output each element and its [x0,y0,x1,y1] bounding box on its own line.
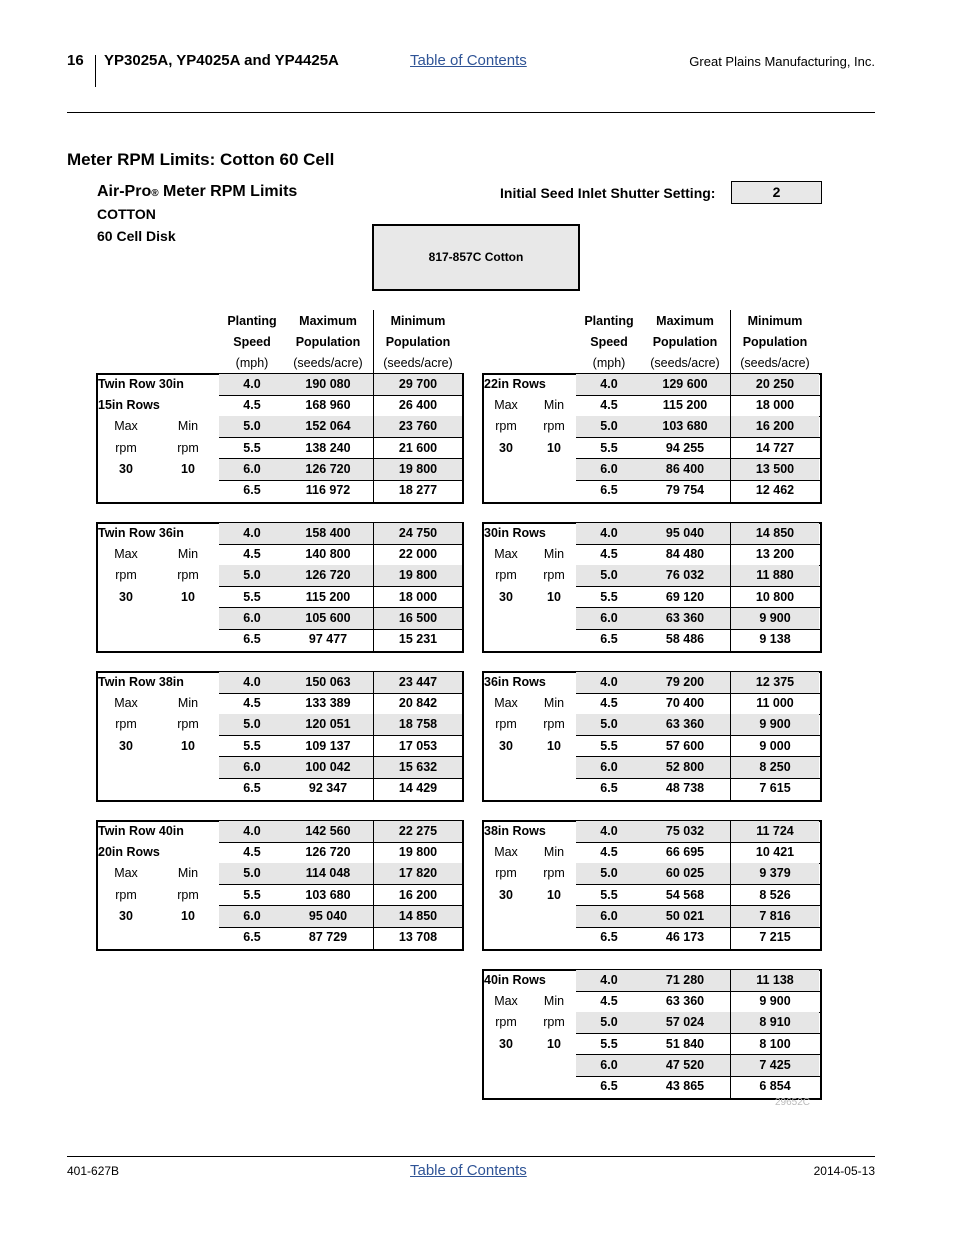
speed-cell: 6.5 [600,632,618,646]
max-pop-cell: 105 600 [305,610,351,625]
min-pop-cell: 8 100 [759,1036,791,1051]
rpm-label-max: 30 [499,440,513,455]
speed-cell: 6.0 [243,759,261,774]
speed-cell: 5.5 [243,738,261,753]
speed-cell: 4.5 [600,845,618,860]
rpm-label-max: rpm [115,568,137,583]
rpm-label-max: rpm [495,717,517,732]
speed-cell: 4.0 [243,824,261,838]
max-pop-cell: 126 720 [305,568,351,583]
min-pop-cell: 8 250 [759,759,791,774]
rpm-label-min: rpm [543,717,565,732]
rpm-label-min: 10 [181,908,195,923]
column-header-speed-line-1: Planting [227,314,277,328]
min-pop-cell: 8 526 [759,887,791,902]
rpm-label-min: Min [543,547,565,562]
column-header-speed-line-1: Planting [584,314,634,328]
min-pop-cell: 29 700 [398,377,438,391]
rpm-label-min: 10 [547,440,561,455]
max-pop-cell: 92 347 [308,781,348,795]
speed-cell: 4.0 [600,675,618,689]
chart-title-prefix: Air-Pro [97,183,152,200]
speed-cell: 6.0 [600,610,618,625]
rpm-label-min: 10 [181,738,195,753]
max-pop-cell: 115 200 [305,589,351,604]
min-pop-cell: 9 900 [759,717,791,732]
max-pop-cell: 54 568 [665,887,705,902]
rpm-label-min: rpm [543,1015,565,1030]
rpm-label-max: rpm [115,440,137,455]
registered-mark: ® [151,188,159,199]
speed-cell: 4.5 [243,845,261,860]
header-separator [373,310,374,373]
column-header-min-line-1: Minimum [390,314,446,328]
rpm-label-max: 30 [119,738,133,753]
min-pop-cell: 16 500 [398,610,438,625]
min-pop-cell: 18 277 [398,483,438,497]
speed-cell: 5.5 [600,887,618,902]
min-pop-cell: 14 850 [755,526,795,540]
min-pop-cell: 14 850 [398,908,438,923]
min-pop-cell: 19 800 [398,461,438,476]
min-pop-cell: 24 750 [398,526,438,540]
speed-cell: 6.5 [243,781,261,795]
max-pop-cell: 87 729 [308,930,348,944]
publish-date: 2014-05-13 [813,1164,875,1178]
manual-title: YP3025A, YP4025A and YP4425A [104,52,339,69]
max-pop-cell: 71 280 [665,973,705,987]
column-header-min-line-2: Population [385,335,451,349]
min-pop-cell: 12 462 [755,483,795,497]
column-separator [373,373,374,502]
speed-cell: 6.5 [243,483,261,497]
min-pop-cell: 23 760 [398,419,438,434]
max-pop-cell: 79 200 [665,675,705,689]
row-spacing-label: 22in Rows [484,377,546,391]
rpm-label-max: rpm [495,568,517,583]
speed-cell: 6.5 [600,930,618,944]
rpm-label-min: 10 [181,589,195,604]
rpm-label-min: rpm [177,717,199,732]
rpm-label-max: Max [494,696,518,711]
row-spacing-label: Twin Row 36in [98,526,184,540]
max-pop-cell: 63 360 [665,994,705,1009]
max-pop-cell: 94 255 [665,440,705,455]
row-spacing-label: 30in Rows [484,526,546,540]
column-header-min-line-2: Population [742,335,808,349]
min-pop-cell: 7 215 [759,930,791,944]
column-separator [730,522,731,651]
speed-cell: 4.0 [600,377,618,391]
max-pop-cell: 70 400 [665,696,705,711]
min-pop-cell: 13 200 [755,547,795,562]
min-pop-cell: 10 800 [755,589,795,604]
rpm-label-min: rpm [177,568,199,583]
max-pop-cell: 150 063 [305,675,351,689]
speed-cell: 6.0 [243,610,261,625]
min-pop-cell: 19 800 [398,568,438,583]
speed-cell: 5.0 [600,419,618,434]
min-pop-cell: 14 429 [398,781,438,795]
max-pop-cell: 52 800 [665,759,705,774]
row-spacing-label: 38in Rows [484,824,546,838]
row-spacing-label-2: 20in Rows [98,845,160,860]
toc-link-footer[interactable]: Table of Contents [410,1162,527,1179]
rpm-label-min: 10 [547,887,561,902]
shutter-setting-value: 2 [731,181,822,204]
min-pop-cell: 20 250 [755,377,795,391]
rpm-label-max: rpm [115,717,137,732]
speed-cell: 6.0 [243,461,261,476]
min-pop-cell: 15 231 [398,632,438,646]
rpm-label-max: 30 [499,887,513,902]
toc-link-header[interactable]: Table of Contents [410,52,527,69]
rpm-label-min: rpm [543,568,565,583]
column-header-max-line-3: (seeds/acre) [293,356,363,370]
speed-cell: 5.5 [600,589,618,604]
min-pop-cell: 23 447 [398,675,438,689]
max-pop-cell: 43 865 [665,1079,705,1093]
shutter-setting-label: Initial Seed Inlet Shutter Setting: [500,185,716,201]
row-spacing-label: Twin Row 38in [98,675,184,689]
max-pop-cell: 100 042 [305,759,351,774]
max-pop-cell: 51 840 [665,1036,705,1051]
rpm-label-max: Max [114,866,138,881]
row-spacing-label: 40in Rows [484,973,546,987]
rpm-label-max: rpm [495,866,517,881]
max-pop-cell: 168 960 [305,398,351,413]
page-number: 16 [67,52,84,69]
min-pop-cell: 26 400 [398,398,438,413]
speed-cell: 4.5 [600,547,618,562]
column-header-max-line-2: Population [295,335,361,349]
min-pop-cell: 22 275 [398,824,438,838]
min-pop-cell: 22 000 [398,547,438,562]
min-pop-cell: 7 615 [759,781,791,795]
speed-cell: 5.0 [600,717,618,732]
column-header-max-line-2: Population [652,335,718,349]
disk-label: 60 Cell Disk [97,228,176,244]
company-name: Great Plains Manufacturing, Inc. [689,54,875,69]
min-pop-cell: 9 138 [759,632,791,646]
min-pop-cell: 21 600 [398,440,438,455]
column-separator [730,969,731,1098]
max-pop-cell: 133 389 [305,696,351,711]
min-pop-cell: 19 800 [398,845,438,860]
speed-cell: 6.5 [600,1079,618,1093]
row-spacing-label: Twin Row 30in [98,377,184,391]
meter-part-box: 817-857C Cotton [372,224,580,291]
min-pop-cell: 11 000 [756,696,794,711]
column-header-speed-line-2: Speed [233,335,271,349]
speed-cell: 6.5 [243,632,261,646]
min-pop-cell: 9 000 [759,738,791,753]
column-header-speed-line-2: Speed [590,335,628,349]
rpm-label-max: 30 [499,738,513,753]
rpm-label-min: rpm [543,866,565,881]
column-header-speed-line-3: (mph) [592,356,626,370]
column-separator [373,820,374,949]
rpm-label-min: Min [543,845,565,860]
max-pop-cell: 66 695 [665,845,705,860]
speed-cell: 5.5 [243,887,261,902]
column-separator [730,373,731,502]
rpm-label-max: 30 [499,1036,513,1051]
max-pop-cell: 69 120 [665,589,705,604]
max-pop-cell: 58 486 [665,632,705,646]
speed-cell: 4.0 [243,675,261,689]
speed-cell: 6.0 [600,461,618,476]
max-pop-cell: 95 040 [665,526,705,540]
max-pop-cell: 75 032 [665,824,705,838]
max-pop-cell: 109 137 [305,738,351,753]
speed-cell: 4.5 [600,696,618,711]
speed-cell: 6.0 [243,908,261,923]
rpm-label-min: 10 [547,1036,561,1051]
column-header-min-line-3: (seeds/acre) [383,356,453,370]
max-pop-cell: 57 024 [665,1015,705,1030]
min-pop-cell: 11 138 [756,973,794,987]
rpm-label-min: 10 [181,461,195,476]
rpm-label-min: Min [543,994,565,1009]
min-pop-cell: 8 910 [759,1015,791,1030]
speed-cell: 5.5 [243,440,261,455]
rpm-label-min: 10 [547,738,561,753]
speed-cell: 4.0 [600,824,618,838]
row-spacing-label-2: 15in Rows [98,398,160,413]
min-pop-cell: 13 708 [398,930,438,944]
speed-cell: 4.0 [600,973,618,987]
speed-cell: 4.0 [243,377,261,391]
max-pop-cell: 86 400 [665,461,705,476]
speed-cell: 4.0 [600,526,618,540]
rpm-label-min: Min [177,696,199,711]
max-pop-cell: 114 048 [305,866,351,881]
min-pop-cell: 12 375 [755,675,795,689]
column-header-max-line-1: Maximum [299,314,357,328]
max-pop-cell: 47 520 [665,1057,705,1072]
speed-cell: 6.5 [243,930,261,944]
speed-cell: 5.0 [600,1015,618,1030]
rpm-label-max: 30 [119,589,133,604]
rpm-label-max: rpm [495,1015,517,1030]
max-pop-cell: 115 200 [662,398,708,413]
min-pop-cell: 14 727 [755,440,795,455]
min-pop-cell: 9 900 [759,610,791,625]
chart-title-suffix: Meter RPM Limits [158,183,298,200]
row-spacing-label: Twin Row 40in [98,824,184,838]
max-pop-cell: 138 240 [305,440,351,455]
rpm-label-min: 10 [547,589,561,604]
min-pop-cell: 13 500 [755,461,795,476]
min-pop-cell: 11 724 [756,824,794,838]
rpm-label-max: rpm [495,419,517,434]
column-header-min-line-1: Minimum [747,314,803,328]
column-header-speed-line-3: (mph) [235,356,269,370]
column-separator [730,820,731,949]
min-pop-cell: 18 758 [398,717,438,732]
max-pop-cell: 46 173 [665,930,705,944]
max-pop-cell: 57 600 [665,738,705,753]
min-pop-cell: 11 880 [756,568,794,583]
speed-cell: 4.5 [600,994,618,1009]
rpm-label-max: 30 [119,908,133,923]
rpm-label-max: Max [494,547,518,562]
max-pop-cell: 84 480 [665,547,705,562]
min-pop-cell: 17 820 [398,866,438,881]
max-pop-cell: 48 738 [665,781,705,795]
speed-cell: 6.5 [600,483,618,497]
rpm-label-max: Max [494,994,518,1009]
crop-label: COTTON [97,206,156,222]
section-title: Meter RPM Limits: Cotton 60 Cell [67,150,335,169]
header-divider [95,55,96,87]
rpm-label-max: Max [494,845,518,860]
min-pop-cell: 7 816 [759,908,791,923]
min-pop-cell: 17 053 [398,738,438,753]
max-pop-cell: 126 720 [305,461,351,476]
rpm-label-max: 30 [119,461,133,476]
rpm-label-max: Max [114,696,138,711]
rpm-label-min: rpm [543,419,565,434]
min-pop-cell: 6 854 [759,1079,791,1093]
speed-cell: 5.0 [243,866,261,881]
speed-cell: 5.0 [243,568,261,583]
max-pop-cell: 129 600 [662,377,708,391]
max-pop-cell: 142 560 [305,824,351,838]
min-pop-cell: 10 421 [755,845,795,860]
speed-cell: 5.5 [600,440,618,455]
column-header-max-line-3: (seeds/acre) [650,356,720,370]
rpm-label-min: Min [543,398,565,413]
min-pop-cell: 16 200 [398,887,438,902]
max-pop-cell: 50 021 [665,908,705,923]
row-spacing-label: 36in Rows [484,675,546,689]
speed-cell: 6.0 [600,908,618,923]
speed-cell: 4.5 [243,398,261,413]
rpm-label-min: Min [177,547,199,562]
max-pop-cell: 103 680 [662,419,708,434]
rpm-label-min: rpm [177,440,199,455]
document-number: 401-627B [67,1164,120,1178]
max-pop-cell: 103 680 [305,887,351,902]
column-header-max-line-1: Maximum [656,314,714,328]
speed-cell: 4.5 [600,398,618,413]
min-pop-cell: 16 200 [755,419,795,434]
column-separator [730,671,731,800]
speed-cell: 4.5 [243,547,261,562]
min-pop-cell: 7 425 [759,1057,791,1072]
speed-cell: 4.5 [243,696,261,711]
speed-cell: 5.0 [243,717,261,732]
speed-cell: 5.0 [600,866,618,881]
min-pop-cell: 9 379 [759,866,791,881]
max-pop-cell: 116 972 [305,483,351,497]
speed-cell: 5.5 [600,1036,618,1051]
rpm-label-max: Max [114,547,138,562]
max-pop-cell: 63 360 [665,610,705,625]
speed-cell: 5.0 [243,419,261,434]
max-pop-cell: 120 051 [305,717,351,732]
max-pop-cell: 97 477 [308,632,348,646]
speed-cell: 4.0 [243,526,261,540]
max-pop-cell: 60 025 [665,866,705,881]
min-pop-cell: 18 000 [755,398,795,413]
header-rule [67,112,875,113]
chart-title [97,183,297,201]
max-pop-cell: 95 040 [308,908,348,923]
rpm-label-min: Min [177,866,199,881]
header-separator [730,310,731,373]
speed-cell: 5.5 [243,589,261,604]
column-separator [373,522,374,651]
max-pop-cell: 63 360 [665,717,705,732]
max-pop-cell: 190 080 [305,377,351,391]
max-pop-cell: 76 032 [665,568,705,583]
rpm-label-max: 30 [499,589,513,604]
footer-rule [67,1156,875,1157]
rpm-label-min: Min [177,419,199,434]
speed-cell: 5.0 [600,568,618,583]
max-pop-cell: 158 400 [305,526,351,540]
column-header-min-line-3: (seeds/acre) [740,356,810,370]
min-pop-cell: 18 000 [398,589,438,604]
max-pop-cell: 126 720 [305,845,351,860]
speed-cell: 6.5 [600,781,618,795]
min-pop-cell: 15 632 [398,759,438,774]
rpm-label-max: Max [114,419,138,434]
min-pop-cell: 20 842 [398,696,438,711]
rpm-label-max: Max [494,398,518,413]
speed-cell: 6.0 [600,759,618,774]
max-pop-cell: 140 800 [305,547,351,562]
rpm-label-min: Min [543,696,565,711]
max-pop-cell: 152 064 [305,419,351,434]
figure-reference: 29652C [775,1097,811,1108]
speed-cell: 6.0 [600,1057,618,1072]
speed-cell: 5.5 [600,738,618,753]
max-pop-cell: 79 754 [665,483,705,497]
rpm-label-min: rpm [177,887,199,902]
column-separator [373,671,374,800]
rpm-label-max: rpm [115,887,137,902]
min-pop-cell: 9 900 [759,994,791,1009]
